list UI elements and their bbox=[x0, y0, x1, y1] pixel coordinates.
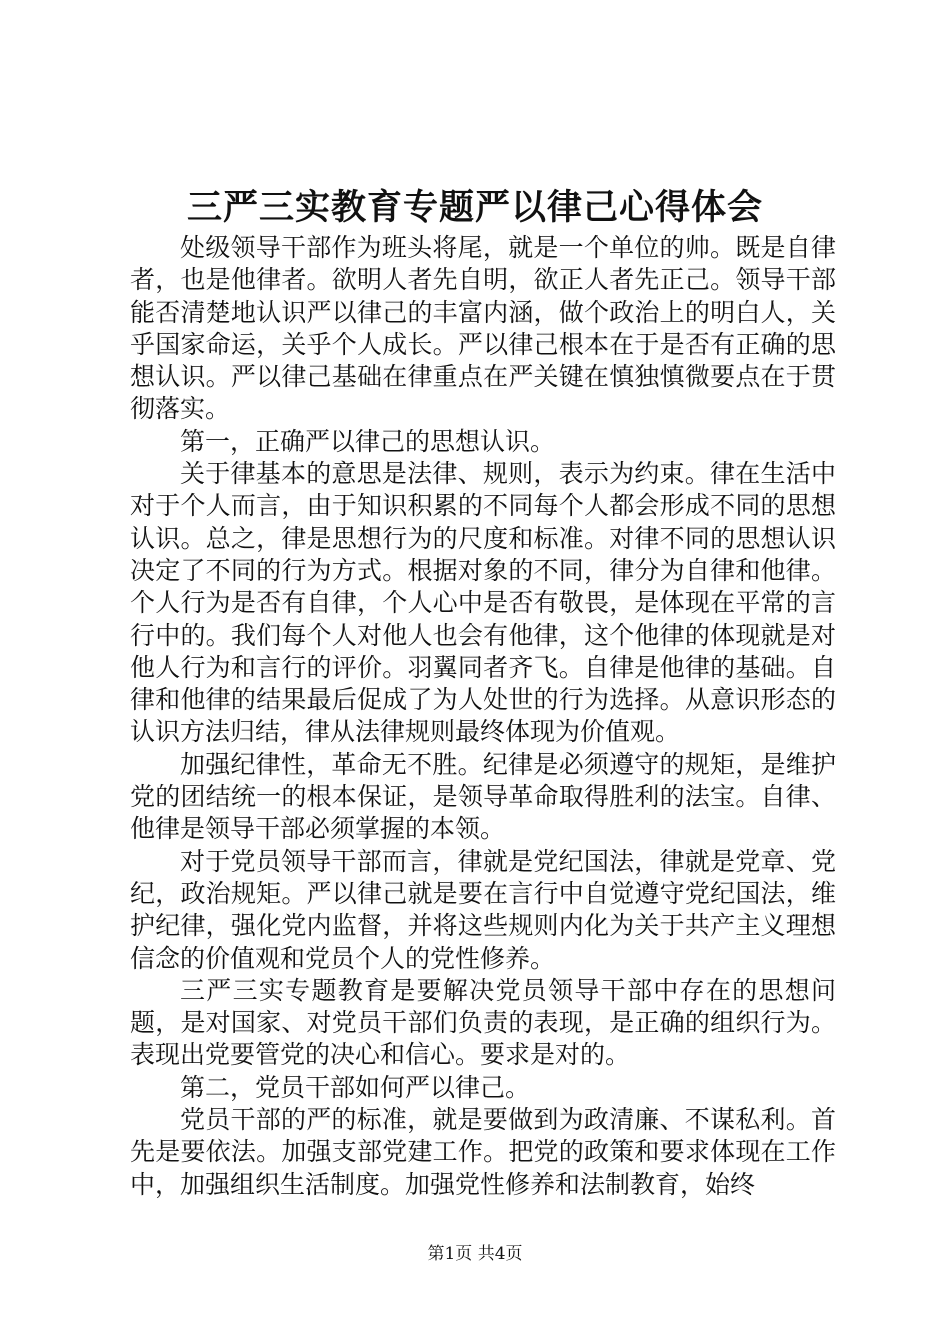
paragraph: 关于律基本的意思是法律、规则，表示为约束。律在生活中对于个人而言，由于知识积累的不同每个人都会形成不同的思想认识。总之，律是思想行为的尺度和标准。对律不同的思想认识决定了不同的行为方式。根据对象的不同，律分为自律和他律。个人行为是否有自律，个人心中是否有敬畏，是体现在平常的言行中的。我们每个人对他人也会有他律，这个他律的体现就是对他人行为和言行的评价。羽翼同者齐飞。自律是他律的基础。自律和他律的结果最后促成了为人处世的行为选择。从意识形态的认识方法归结，律从法律规则最终体现为价值观。 bbox=[130, 459, 836, 747]
paragraph: 处级领导干部作为班头将尾，就是一个单位的帅。既是自律者，也是他律者。欲明人者先自明，欲正人者先正己。领导干部能否清楚地认识严以律己的丰富内涵，做个政治上的明白人，关乎国家命运，关乎个人成长。严以律己根本在于是否有正确的思想认识。严以律己基础在律重点在严关键在慎独慎微要点在于贯彻落实。 bbox=[130, 233, 836, 424]
paragraph: 三严三实专题教育是要解决党员领导干部中存在的思想问题，是对国家、对党员干部们负责的表现，是正确的组织行为。表现出党要管党的决心和信心。要求是对的。 bbox=[130, 975, 836, 1070]
document-body bbox=[130, 232, 836, 1201]
section-heading: 第一，正确严以律己的思想认识。 bbox=[180, 426, 556, 456]
paragraph: 加强纪律性，革命无不胜。纪律是必须遵守的规矩，是维护党的团结统一的根本保证，是领导革命取得胜利的法宝。自律、他律是领导干部必须掌握的本领。 bbox=[130, 749, 836, 844]
paragraph: 对于党员领导干部而言，律就是党纪国法，律就是党章、党纪，政治规矩。严以律己就是要在言行中自觉遵守党纪国法，维护纪律，强化党内监督，并将这些规则内化为关于共产主义理想信念的价值观和党员个人的党性修养。 bbox=[130, 846, 836, 973]
page-number-footer: 第1页 共4页 bbox=[427, 1244, 523, 1264]
document-title: 三严三实教育专题严以律己心得体会 bbox=[186, 187, 763, 228]
paragraph: 党员干部的严的标准，就是要做到为政清廉、不谋私利。首先是要依法。加强支部党建工作。把党的政策和要求体现在工作中，加强组织生活制度。加强党性修养和法制教育，始终 bbox=[130, 1105, 836, 1199]
section-heading: 第二，党员干部如何严以律己。 bbox=[180, 1072, 531, 1102]
